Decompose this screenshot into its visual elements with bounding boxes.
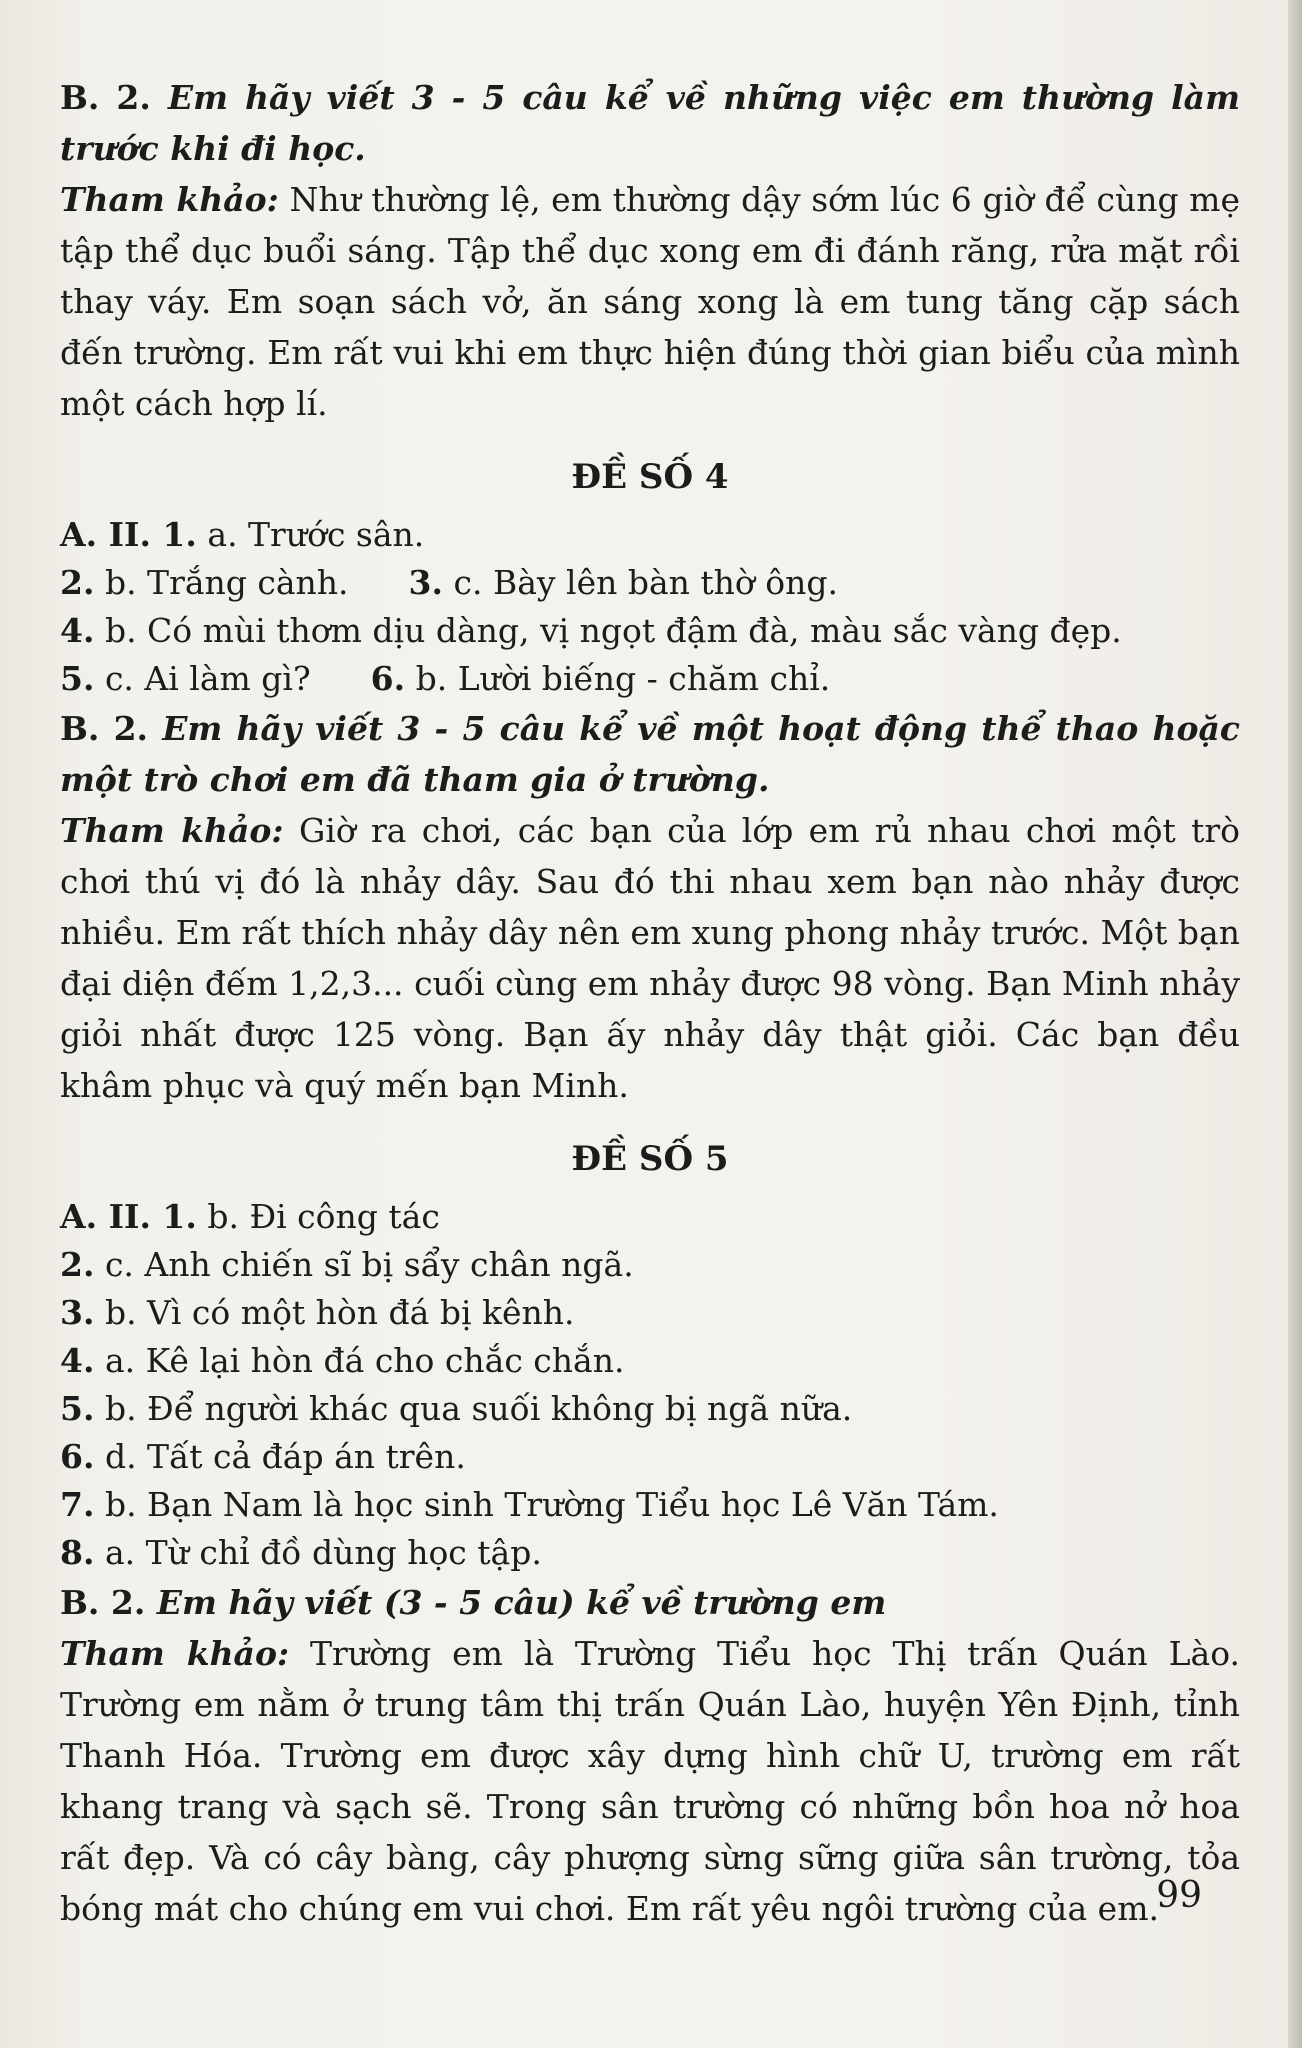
answer-line (60, 1529, 1240, 1577)
answer-number: 8. (60, 1533, 95, 1572)
answer-number: 2. (60, 563, 95, 602)
de5-answers (60, 1193, 1240, 1577)
intro-task-text: Em hãy viết 3 - 5 câu kể về những việc em thường làm trước khi đi học. (60, 78, 1240, 168)
answer-line (60, 511, 1240, 559)
de4-reference-label: Tham khảo: (60, 811, 284, 850)
page-number: 99 (1156, 1875, 1202, 1916)
answer-number: 6. (370, 659, 406, 698)
answer-text: b. Vì có một hòn đá bị kênh. (104, 1293, 575, 1332)
answer-number: 4. (60, 1341, 95, 1380)
page-edge-shadow (1288, 0, 1302, 2048)
answer-number: 3. (408, 563, 443, 602)
answer-text: a. Trước sân. (207, 515, 425, 554)
answer-number: 7. (60, 1485, 95, 1524)
answer-number: A. II. 1. (60, 515, 197, 554)
de5-heading: ĐỀ SỐ 5 (571, 1139, 729, 1179)
de5-reference-label: Tham khảo: (60, 1634, 290, 1673)
answer-number: 6. (60, 1437, 95, 1476)
answer-text: c. Bày lên bàn thờ ông. (453, 563, 838, 602)
answer-number: 3. (60, 1293, 95, 1332)
answer-text: b. Có mùi thơm dịu dàng, vị ngọt đậm đà, màu sắc vàng đẹp. (104, 611, 1122, 650)
answer-text: b. Để người khác qua suối không bị ngã nữa. (104, 1389, 853, 1428)
answer-number: 5. (60, 1389, 95, 1428)
de5-task-number: B. 2. (60, 1583, 146, 1622)
de4-task (60, 703, 1240, 805)
answer-line (60, 1289, 1240, 1337)
answer-text: a. Từ chỉ đồ dùng học tập. (104, 1533, 542, 1572)
answer-text: c. Ai làm gì? (104, 659, 311, 698)
intro-task-number: B. 2. (60, 78, 151, 117)
answer-text: b. Trắng cành. (104, 563, 349, 602)
de4-heading: ĐỀ SỐ 4 (571, 457, 729, 497)
de5-reference-text: Trường em là Trường Tiểu học Thị trấn Quán Lào. Trường em nằm ở trung tâm thị trấn Quán Lào, huyện Yên Định, tỉnh Thanh Hóa. Trường em được xây dựng hình chữ U, trường em rất khang trang và sạch sẽ. Trong sân trường có những bồn hoa nở hoa rất đẹp. Và có cây bàng, cây phượng sừng sững giữa sân trường, tỏa bóng mát cho chúng em vui chơi. Em rất yêu ngôi trường của em. (60, 1634, 1240, 1928)
de5-task-text: Em hãy viết (3 - 5 câu) kể về trường em (156, 1583, 887, 1622)
answer-line (60, 607, 1240, 655)
answer-line (60, 559, 1240, 607)
answer-text: c. Anh chiến sĩ bị sẩy chân ngã. (104, 1245, 634, 1284)
answer-text: b. Lười biếng - chăm chỉ. (415, 659, 831, 698)
answer-text: b. Đi công tác (207, 1197, 440, 1236)
answer-line (60, 1241, 1240, 1289)
answer-line (60, 1433, 1240, 1481)
de4-reference (60, 805, 1240, 1111)
answer-text: a. Kê lại hòn đá cho chắc chắn. (104, 1341, 625, 1380)
de4-task-number: B. 2. (60, 709, 149, 748)
answer-text: b. Bạn Nam là học sinh Trường Tiểu học Lê Văn Tám. (104, 1485, 999, 1524)
de5-reference (60, 1628, 1240, 1934)
answer-number: 5. (60, 659, 95, 698)
answer-line (60, 1481, 1240, 1529)
intro-reference-text: Như thường lệ, em thường dậy sớm lúc 6 giờ để cùng mẹ tập thể dục buổi sáng. Tập thể dục xong em đi đánh răng, rửa mặt rồi thay váy. Em soạn sách vở, ăn sáng xong là em tung tăng cặp sách đến trường. Em rất vui khi em thực hiện đúng thời gian biểu của mình một cách hợp lí. (60, 180, 1240, 423)
answer-line (60, 1337, 1240, 1385)
intro-task (60, 72, 1240, 174)
intro-reference-label: Tham khảo: (60, 180, 279, 219)
answer-line (60, 655, 1240, 703)
answer-line (60, 1193, 1240, 1241)
answer-number: 2. (60, 1245, 95, 1284)
de5-task (60, 1577, 1240, 1628)
de4-reference-text: Giờ ra chơi, các bạn của lớp em rủ nhau chơi một trò chơi thú vị đó là nhảy dây. Sau đó thi nhau xem bạn nào nhảy được nhiều. Em rất thích nhảy dây nên em xung phong nhảy trước. Một bạn đại diện đếm 1,2,3... cuối cùng em nhảy được 98 vòng. Bạn Minh nhảy giỏi nhất được 125 vòng. Bạn ấy nhảy dây thật giỏi. Các bạn đều khâm phục và quý mến bạn Minh. (60, 811, 1241, 1105)
answer-line (60, 1385, 1240, 1433)
de4-task-text: Em hãy viết 3 - 5 câu kể về một hoạt động thể thao hoặc một trò chơi em đã tham gia ở trường. (60, 709, 1240, 799)
answer-number: 4. (60, 611, 95, 650)
answer-number: A. II. 1. (60, 1197, 197, 1236)
answer-text: d. Tất cả đáp án trên. (104, 1437, 466, 1476)
intro-reference (60, 174, 1240, 429)
de4-answers (60, 511, 1240, 703)
